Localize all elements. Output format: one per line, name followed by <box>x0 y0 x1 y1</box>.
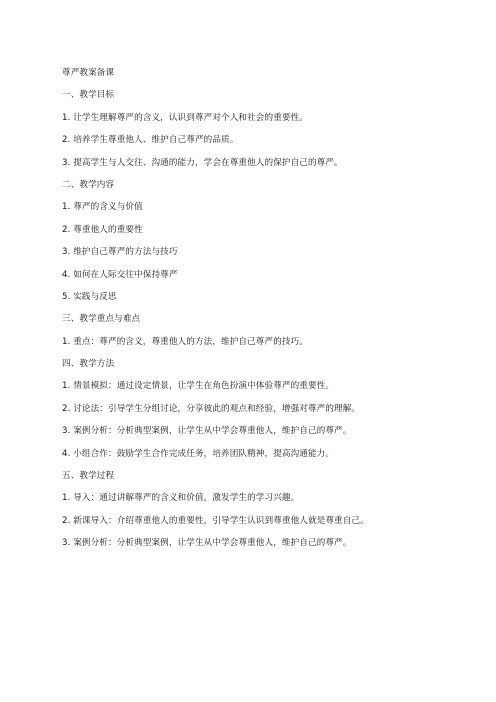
list-item: 5. 实践与反思 <box>62 291 117 302</box>
list-item: 1. 尊严的含义与价值 <box>62 202 143 213</box>
section-heading: 四、教学方法 <box>62 359 115 370</box>
document-page <box>62 68 462 561</box>
list-item: 1. 重点：尊严的含义，尊重他人的方法，维护自己尊严的技巧。 <box>62 336 308 347</box>
list-item: 3. 案例分析：分析典型案例，让学生从中学会尊重他人，维护自己的尊严。 <box>62 426 352 437</box>
list-item: 1. 情景模拟：通过设定情景，让学生在角色扮演中体验尊严的重要性。 <box>62 381 335 392</box>
list-item: 4. 小组合作：鼓励学生合作完成任务，培养团队精神，提高沟通能力。 <box>62 448 335 459</box>
section-heading: 三、教学重点与难点 <box>62 314 141 325</box>
section-heading: 一、教学目标 <box>62 90 115 101</box>
document-title: 尊严教案备课 <box>62 68 115 78</box>
list-item: 2. 讨论法：引导学生分组讨论，分享彼此的观点和经验，增强对尊严的理解。 <box>62 403 361 414</box>
list-item: 3. 提高学生与人交往、沟通的能力，学会在尊重他人的保护自己的尊严。 <box>62 157 343 168</box>
list-item: 2. 培养学生尊重他人、维护自己尊严的品质。 <box>62 135 239 146</box>
list-item: 1. 导入：通过讲解尊严的含义和价值，激发学生的学习兴趣。 <box>62 493 300 504</box>
list-item: 3. 案例分析：分析典型案例，让学生从中学会尊重他人，维护自己的尊严。 <box>62 538 352 549</box>
section-heading: 二、教学内容 <box>62 179 115 190</box>
list-item: 3. 维护自己尊严的方法与技巧 <box>62 247 178 258</box>
list-item: 2. 新课导入：介绍尊重他人的重要性，引导学生认识到尊重他人就是尊重自己。 <box>62 515 369 526</box>
list-item: 4. 如何在人际交往中保持尊严 <box>62 269 178 280</box>
section-heading: 五、教学过程 <box>62 471 115 482</box>
list-item: 2. 尊重他人的重要性 <box>62 224 143 235</box>
list-item: 1. 让学生理解尊严的含义，认识到尊严对个人和社会的重要性。 <box>62 112 308 123</box>
